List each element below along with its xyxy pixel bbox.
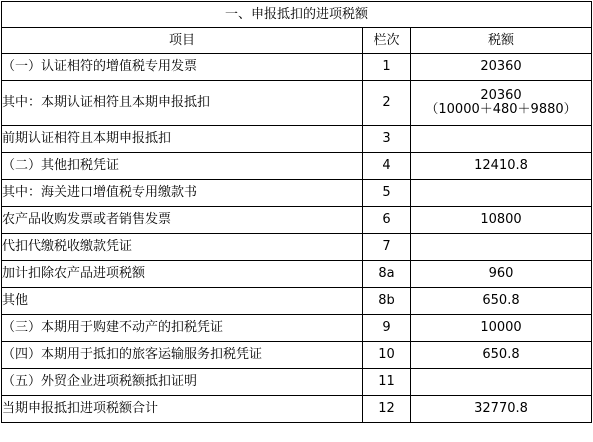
row-item: （一）认证相符的增值税专用发票 [2,54,363,81]
table-row [2,396,592,423]
row-line: 6 [363,207,411,234]
row-amount: 650.8 [411,288,592,315]
table-row [2,234,592,261]
row-item: 其中：本期认证相符且本期申报抵扣 [2,81,363,126]
row-line: 1 [363,54,411,81]
table-row [2,126,592,153]
row-item: 其他 [2,288,363,315]
row-amount-cell [411,81,592,126]
row-amount: 10800 [411,207,592,234]
table-row [2,207,592,234]
table-row [2,369,592,396]
header-line: 栏次 [363,28,411,54]
row-line: 5 [363,180,411,207]
row-amount [411,180,592,207]
row-item: （二）其他扣税凭证 [2,153,363,180]
row-item: 前期认证相符且本期申报抵扣 [2,126,363,153]
table-row [2,153,592,180]
row-amount: 20360 [480,88,522,103]
row-amount: 20360 [411,54,592,81]
row-amount: 12410.8 [411,153,592,180]
row-line: 8a [363,261,411,288]
table-row [2,81,592,126]
row-amount: 960 [411,261,592,288]
row-item: 农产品收购发票或者销售发票 [2,207,363,234]
row-item: 其中：海关进口增值税专用缴款书 [2,180,363,207]
row-item: （四）本期用于抵扣的旅客运输服务扣税凭证 [2,342,363,369]
table-row [2,342,592,369]
table-row [2,288,592,315]
row-line: 9 [363,315,411,342]
header-item: 项目 [2,28,363,54]
row-line: 11 [363,369,411,396]
row-item: 加计扣除农产品进项税额 [2,261,363,288]
input-tax-table [1,1,592,423]
row-amount: 10000 [411,315,592,342]
row-line: 2 [363,81,411,126]
table-title-row [2,2,592,28]
row-item: 当期申报抵扣进项税额合计 [2,396,363,423]
row-item: 代扣代缴税收缴款凭证 [2,234,363,261]
row-line: 7 [363,234,411,261]
table-row [2,180,592,207]
table-row [2,54,592,81]
row-amount: 650.8 [411,342,592,369]
table-row [2,261,592,288]
row-line: 12 [363,396,411,423]
row-line: 8b [363,288,411,315]
row-amount [411,234,592,261]
row-item: （五）外贸企业进项税额抵扣证明 [2,369,363,396]
row-line: 4 [363,153,411,180]
header-amount: 税额 [411,28,592,54]
row-amount: 32770.8 [411,396,592,423]
row-amount [411,369,592,396]
header-row [2,28,592,54]
row-item: （三）本期用于购建不动产的扣税凭证 [2,315,363,342]
row-amount [411,126,592,153]
table-row [2,315,592,342]
row-line: 10 [363,342,411,369]
row-amount-detail: （10000＋480＋9880） [425,102,577,117]
row-line: 3 [363,126,411,153]
table-title: 一、申报抵扣的进项税额 [2,2,592,28]
